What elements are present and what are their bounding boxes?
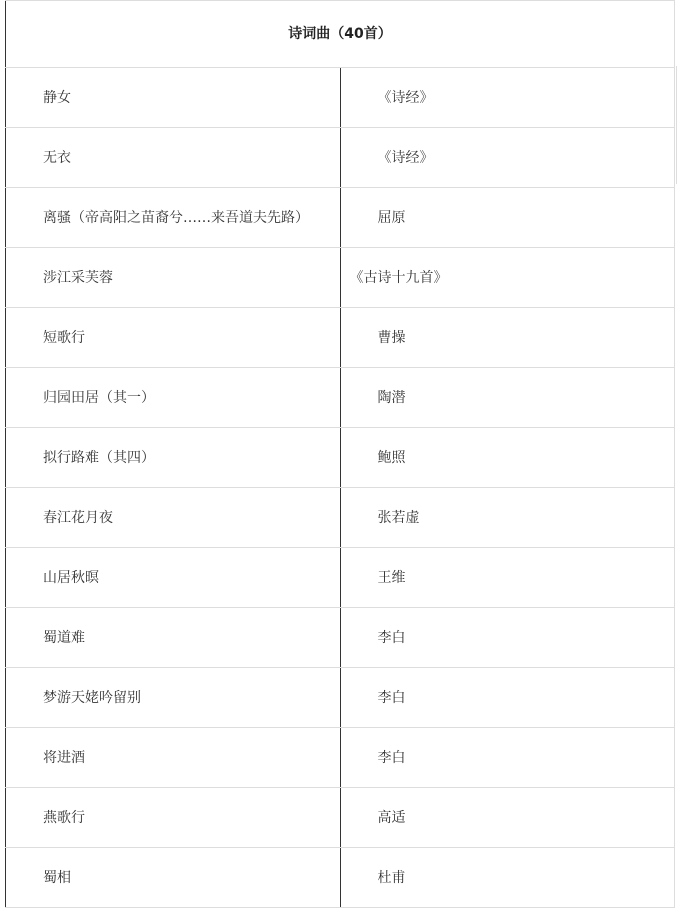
poem-title: 梦游天姥吟留别 xyxy=(6,668,341,728)
table-row xyxy=(6,488,675,548)
poem-title: 涉江采芙蓉 xyxy=(6,248,341,308)
poem-title: 静女 xyxy=(6,68,341,128)
poem-author: 李白 xyxy=(340,668,675,728)
poem-title: 燕歌行 xyxy=(6,788,341,848)
poem-title: 蜀道难 xyxy=(6,608,341,668)
table-header: 诗词曲（40首） xyxy=(6,1,675,68)
table-row xyxy=(6,128,675,188)
poem-title: 蜀相 xyxy=(6,848,341,908)
poem-author: 屈原 xyxy=(340,188,675,248)
table-row xyxy=(6,548,675,608)
poem-author: 王维 xyxy=(340,548,675,608)
poem-author: 李白 xyxy=(340,608,675,668)
poem-title: 将进酒 xyxy=(6,728,341,788)
table-row xyxy=(6,728,675,788)
poem-author: 高适 xyxy=(340,788,675,848)
poem-author: 《诗经》 xyxy=(340,68,675,128)
table-row xyxy=(6,608,675,668)
table-row xyxy=(6,668,675,728)
poem-author: 《诗经》 xyxy=(340,128,675,188)
poem-title: 离骚（帝高阳之苗裔兮……来吾道夫先路） xyxy=(6,188,341,248)
poem-author: 杜甫 xyxy=(340,848,675,908)
table-row xyxy=(6,68,675,128)
poem-author: 《古诗十九首》 xyxy=(340,248,675,308)
table-row xyxy=(6,848,675,908)
poem-table xyxy=(5,0,675,908)
poem-title: 拟行路难（其四） xyxy=(6,428,341,488)
poem-author: 鲍照 xyxy=(340,428,675,488)
poem-title: 春江花月夜 xyxy=(6,488,341,548)
poem-title: 归园田居（其一） xyxy=(6,368,341,428)
poem-author: 曹操 xyxy=(340,308,675,368)
poem-author: 陶潜 xyxy=(340,368,675,428)
poem-title: 短歌行 xyxy=(6,308,341,368)
poem-author: 李白 xyxy=(340,728,675,788)
table-row xyxy=(6,368,675,428)
poem-author: 张若虚 xyxy=(340,488,675,548)
table-header-row xyxy=(6,1,675,68)
poem-title: 山居秋暝 xyxy=(6,548,341,608)
table-row xyxy=(6,308,675,368)
table-row xyxy=(6,188,675,248)
poem-title: 无衣 xyxy=(6,128,341,188)
table-row xyxy=(6,788,675,848)
table-row xyxy=(6,248,675,308)
table-row xyxy=(6,428,675,488)
